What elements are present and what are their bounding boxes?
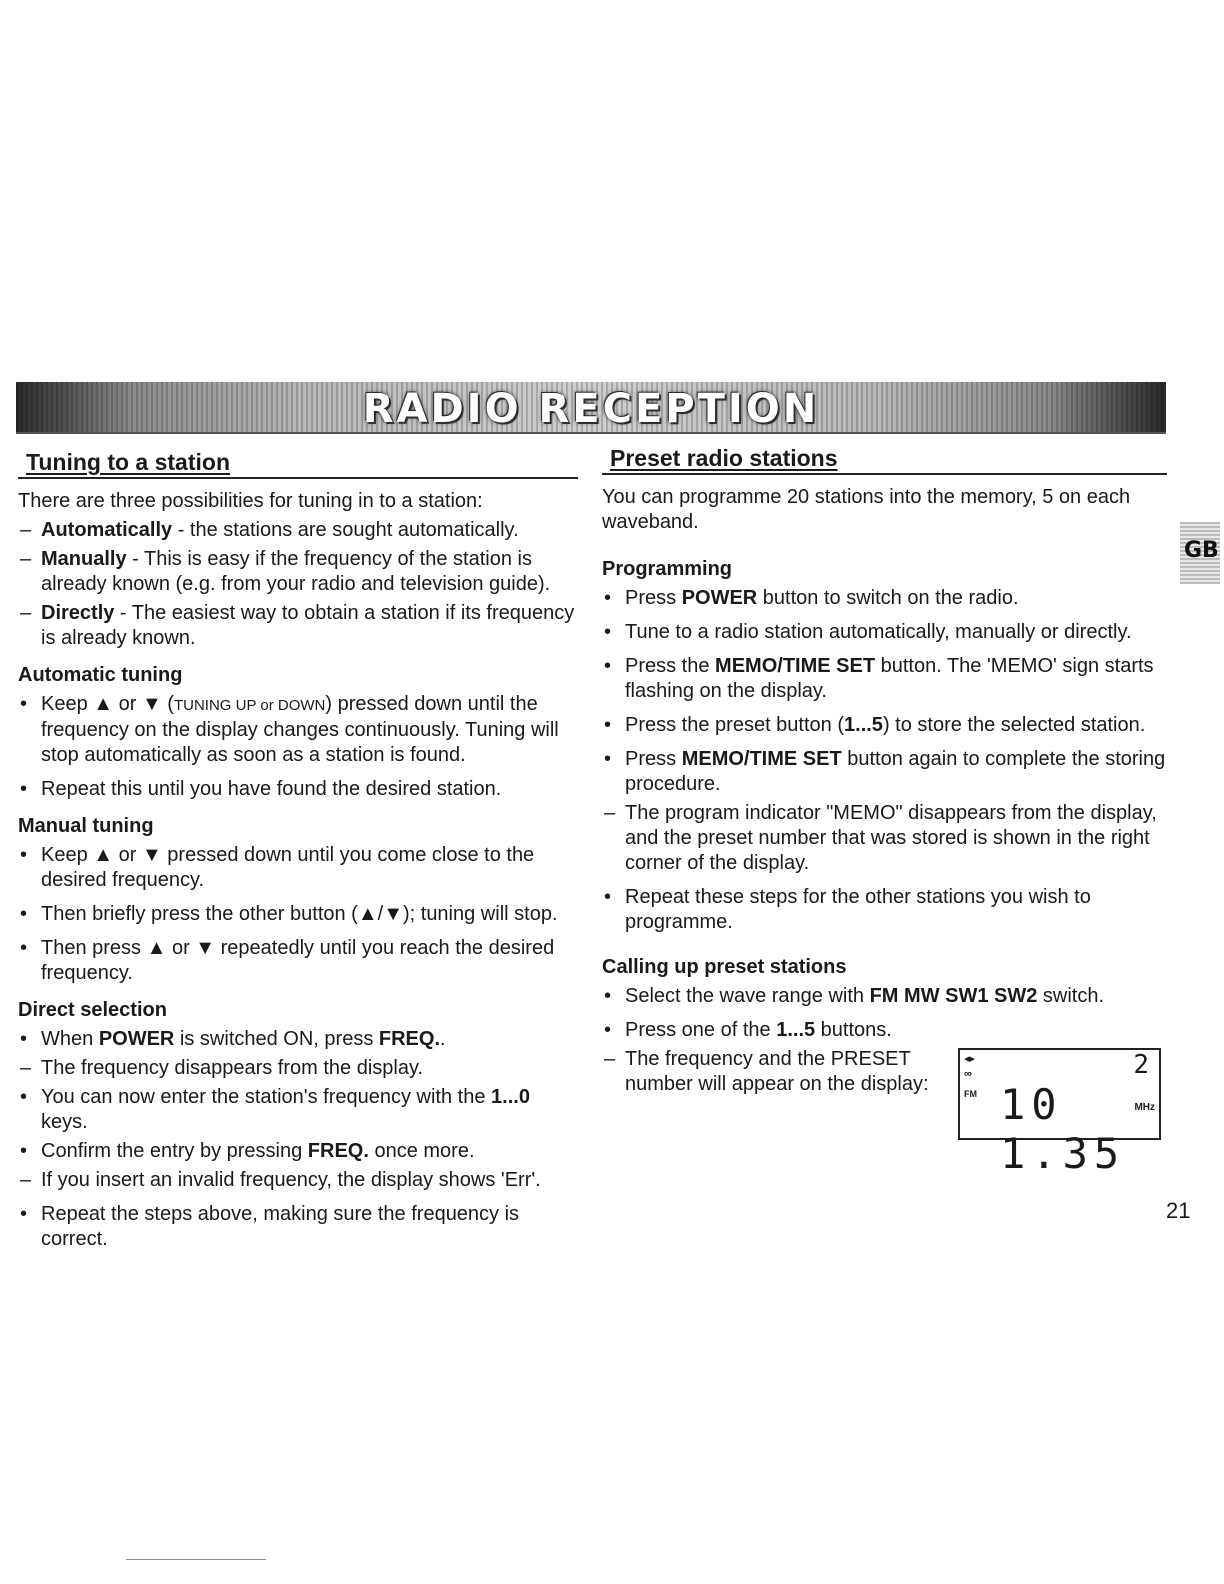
list-item: • Keep ▲ or ▼ pressed down until you come close to the desired frequency. [20, 844, 535, 891]
page-number: 21 [1166, 1198, 1191, 1223]
footer-divider [126, 1559, 266, 1560]
heading-automatic-tuning: Automatic tuning [18, 664, 183, 686]
list-item: • Repeat these steps for the other stations you wish to programme. [604, 886, 1091, 933]
list-item: • Press the MEMO/TIME SET button. The 'MEMO' sign starts flashing on the display. [604, 655, 1154, 702]
list-item: – Automatically - the stations are sought automatically. [20, 519, 519, 541]
list-item: – Directly - The easiest way to obtain a station if its frequency is already known. [20, 602, 575, 649]
lcd-unit: MHz [1134, 1102, 1155, 1113]
list-item: • Press POWER button to switch on the radio. [604, 587, 1019, 609]
list-item: – The program indicator "MEMO" disappears from the display, and the preset number that was stored is shown in the right corner of the display. [604, 802, 1157, 874]
heading-programming: Programming [602, 558, 733, 580]
section-title-preset: Preset radio stations [602, 444, 1167, 475]
heading-calling-up: Calling up preset stations [602, 956, 847, 978]
list-item: • Press one of the 1...5 buttons. [604, 1019, 892, 1041]
fm-indicator: FM [964, 1089, 977, 1099]
list-item: – The frequency and the PRESET number will appear on the display: [604, 1048, 929, 1095]
list-item: – If you insert an invalid frequency, the display shows 'Err'. [20, 1169, 541, 1191]
heading-direct-selection: Direct selection [18, 999, 167, 1021]
loop-indicator-icon: ∞ [964, 1068, 972, 1080]
heading-manual-tuning: Manual tuning [18, 815, 154, 837]
list-item: • Then press ▲ or ▼ repeatedly until you reach the desired frequency. [20, 937, 555, 984]
lcd-frequency: 10 1.35 [1000, 1080, 1126, 1178]
language-tab [1180, 522, 1220, 584]
language-tab-label: GB [1184, 538, 1219, 563]
section-title-tuning: Tuning to a station [18, 448, 578, 479]
right-column [602, 444, 1167, 1097]
list-item: – The frequency disappears from the display. [20, 1057, 424, 1079]
list-item: • Press the preset button (1...5) to store the selected station. [604, 714, 1146, 736]
left-column [18, 448, 578, 1252]
list-item: – Manually - This is easy if the frequency of the station is already known (e.g. from your radio and television guide). [20, 548, 551, 595]
list-item: • Then briefly press the other button (▲/▼); tuning will stop. [20, 903, 558, 925]
stereo-indicator-icon: ◂▸ [964, 1053, 976, 1065]
tuning-intro: There are three possibilities for tuning in to a station: [18, 490, 483, 512]
list-item: • Keep ▲ or ▼ (TUNING UP or DOWN) pressed down until the frequency on the display changes continuously. Tuning will stop automatically as soon as a station is found. [20, 693, 559, 766]
preset-intro: You can programme 20 stations into the memory, 5 on each waveband. [602, 486, 1131, 533]
list-item: • Confirm the entry by pressing FREQ. once more. [20, 1140, 475, 1162]
lcd-preset-number: 2 [1133, 1050, 1149, 1080]
list-item: • Select the wave range with FM MW SW1 SW2 switch. [604, 985, 1105, 1007]
list-item: • Repeat this until you have found the desired station. [20, 778, 502, 800]
lcd-display-illustration [958, 1048, 1161, 1178]
list-item: • Press MEMO/TIME SET button again to complete the storing procedure. [604, 748, 1166, 795]
list-item: • Repeat the steps above, making sure the frequency is correct. [20, 1203, 520, 1250]
list-item: • Tune to a radio station automatically, manually or directly. [604, 621, 1132, 643]
banner-title: RADIO RECEPTION [362, 386, 820, 432]
section-banner [16, 382, 1166, 434]
list-item: • You can now enter the station's frequency with the 1...0 keys. [20, 1086, 530, 1133]
list-item: • When POWER is switched ON, press FREQ.. [20, 1028, 446, 1050]
